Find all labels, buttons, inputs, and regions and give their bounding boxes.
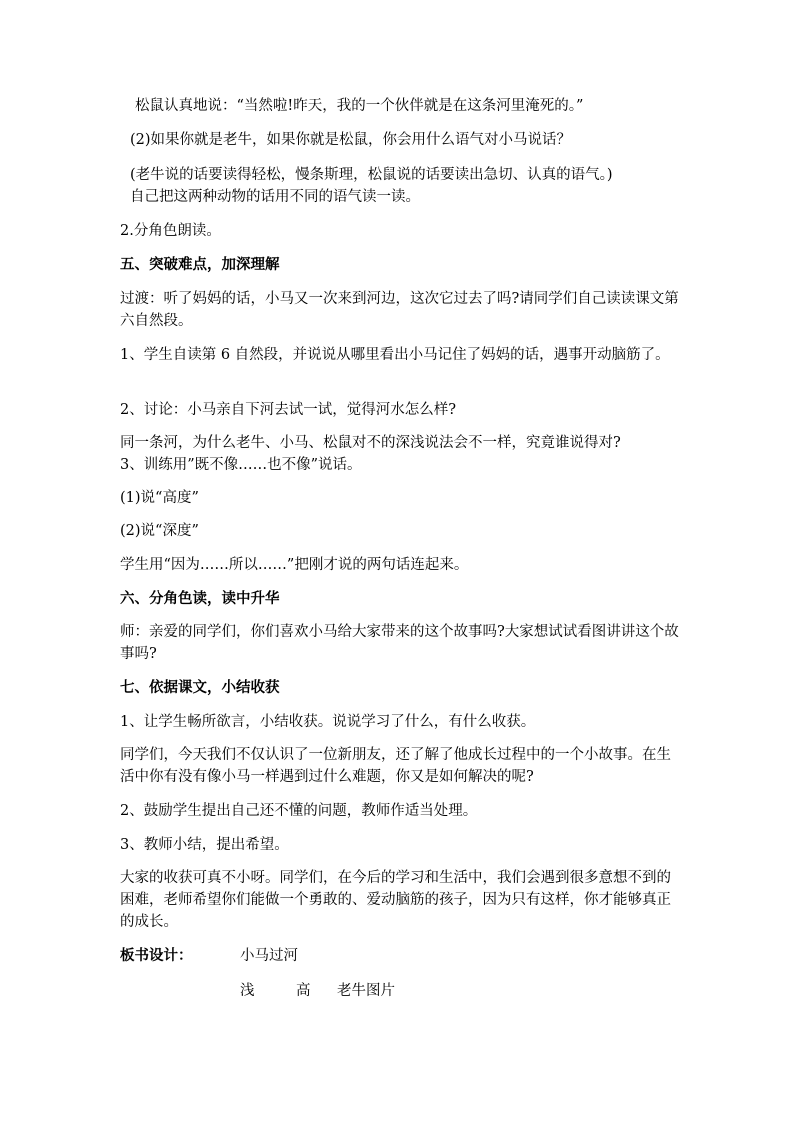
board-row-shallow: 浅	[240, 983, 255, 999]
section-heading-5: 五、突破难点，加深理解	[120, 256, 280, 273]
paragraph-question-2: (2)如果你就是老牛，如果你就是松鼠，你会用什么语气对小马说话？	[130, 132, 572, 148]
paragraph-training: 3、训练用”既不像……也不像”说话。	[120, 457, 362, 473]
paragraph-summary-1: 1、让学生畅所欲言，小结收获。说说学习了什么，有什么收获。	[120, 714, 536, 730]
paragraph-discussion: 2、讨论：小马亲自下河去试一试，觉得河水怎么样?	[120, 402, 456, 418]
paragraph-teacher-summary: 3、教师小结，提出希望。	[120, 837, 289, 853]
board-title: 小马过河	[240, 948, 298, 964]
paragraph-tone-note: (老牛说的话要读得轻松，慢条斯理，松鼠说的话要读出急切、认真的语气。)	[130, 167, 613, 183]
board-row-ox-picture: 老牛图片	[337, 983, 395, 999]
paragraph-transition: 过渡：听了妈妈的话，小马又一次来到河边，这次它过去了吗?请同学们自己读读课文第六自然段。	[120, 291, 679, 329]
section-heading-6: 六、分角色读，读中升华	[120, 590, 280, 607]
board-row-high: 高	[296, 983, 311, 999]
paragraph-read-aloud: 自己把这两种动物的话用不同的语气读一读。	[130, 189, 420, 205]
paragraph-squirrel-quote: 松鼠认真地说：“当然啦!昨天，我的一个伙伴就是在这条河里淹死的。”	[135, 98, 584, 114]
paragraph-teacher-question: 师：亲爱的同学们，你们喜欢小马给大家带来的这个故事吗?大家想试试看图讲讲这个故事吗?	[120, 624, 679, 662]
paragraph-because-so: 学生用“因为……所以……”把刚才说的两句话连起来。	[120, 557, 469, 573]
paragraph-height: (1)说“高度”	[120, 490, 199, 506]
paragraph-new-friend: 同学们，今天我们不仅认识了一位新朋友，还了解了他成长过程中的一个小故事。在生活中你有没有像小马一样遇到过什么难题，你又是如何解决的呢?	[120, 747, 671, 785]
paragraph-same-river: 同一条河，为什么老牛、小马、松鼠对不的深浅说法会不一样，究竟谁说得对?	[120, 435, 621, 451]
board-label: 板书设计：	[120, 947, 193, 964]
section-heading-7: 七、依据课文，小结收获	[120, 679, 280, 696]
paragraph-self-read: 1、学生自读第 6 自然段，并说说从哪里看出小马记住了妈妈的话，遇事开动脑筋了。	[120, 347, 670, 363]
paragraph-depth: (2)说“深度”	[120, 523, 199, 539]
paragraph-closing: 大家的收获可真不小呀。同学们，在今后的学习和生活中，我们会遇到很多意想不到的困难，老师希望你们能做一个勇敢的、爱动脑筋的孩子，因为只有这样，你才能够真正的成长。	[120, 870, 671, 930]
paragraph-encourage: 2、鼓励学生提出自己还不懂的问题，教师作适当处理。	[120, 803, 478, 819]
paragraph-role-reading: 2.分角色朗读。	[120, 223, 221, 239]
